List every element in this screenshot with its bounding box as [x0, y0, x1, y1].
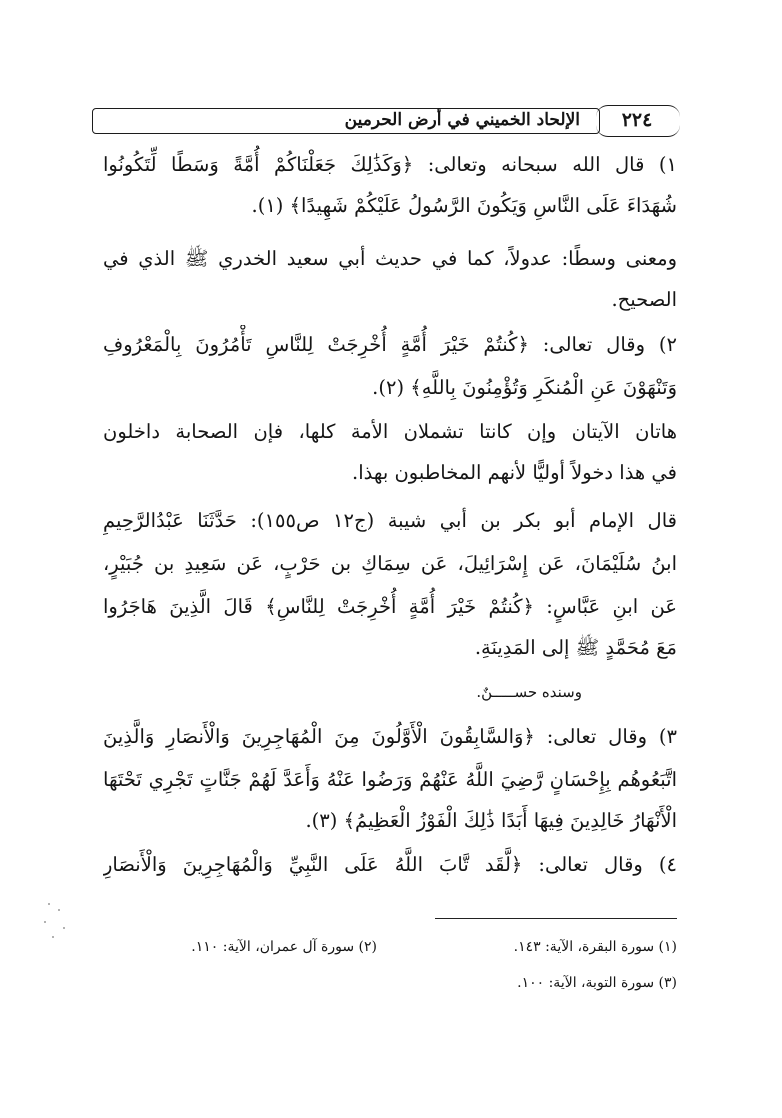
footnote-2: (٢) سورة آل عمران، الآية: ١١٠.: [191, 939, 377, 955]
footnote-1: (١) سورة البقرة، الآية: ١٤٣.: [513, 939, 677, 955]
header-title: الإلحاد الخميني في أرض الحرمين: [344, 110, 580, 130]
text-line: ١) قال الله سبحانه وتعالى: ﴿وَكَذَٰلِكَ جَعَلْنَاكُمْ أُمَّةً وَسَطًا لِّتَكُونُوا: [103, 153, 677, 176]
text-line: هاتان الآيتان وإن كانتا تشملان الأمة كلها، فإن الصحابة داخلون: [103, 420, 677, 443]
text-line: في هذا دخولاً أوليًّا لأنهم المخاطبون بهذا.: [352, 461, 677, 484]
scan-speck: [52, 936, 54, 938]
text-line: ٢) وقال تعالى: ﴿كُنتُمْ خَيْرَ أُمَّةٍ أُخْرِجَتْ لِلنَّاسِ تَأْمُرُونَ بِالْمَعْرُوفِ: [103, 333, 677, 356]
text-line: وَتَنْهَوْنَ عَنِ الْمُنكَرِ وَتُؤْمِنُونَ بِاللَّهِ﴾ (٢).: [372, 376, 677, 399]
running-header: [90, 105, 680, 137]
scan-speck: [63, 927, 65, 929]
footnote-separator: [435, 918, 677, 919]
text-line: الصحيح.: [611, 288, 677, 311]
text-line: قال الإمام أبو بكر بن أبي شيبة (ج١٢ ص١٥٥): حَدَّثَنَا عَبْدُالرَّحِيمِ: [103, 509, 677, 532]
text-line: الْأَنْهَارُ خَالِدِينَ فِيهَا أَبَدًا ذَٰلِكَ الْفَوْزُ الْعَظِيمُ﴾ (٣).: [305, 809, 677, 832]
scan-speck: [48, 903, 50, 905]
text-line: اتَّبَعُوهُم بِإِحْسَانٍ رَّضِيَ اللَّهُ عَنْهُمْ وَرَضُوا عَنْهُ وَأَعَدَّ لَهُمْ جَنَّاتٍ تَجْرِي تَحْتَهَا: [103, 768, 677, 791]
page-number: ٢٢٤: [621, 109, 653, 131]
footnote-3: (٣) سورة التوبة، الآية: ١٠٠.: [517, 975, 677, 991]
text-line: ومعنى وسطًا: عدولاً، كما في حديث أبي سعيد الخدري ﷺ الذي في: [103, 247, 677, 270]
text-line: عَن ابنِ عَبَّاسٍ: ﴿كُنتُمْ خَيْرَ أُمَّةٍ أُخْرِجَتْ لِلنَّاسِ﴾ قَالَ الَّذِينَ هَاجَرُوا: [103, 595, 677, 618]
scan-speck: [44, 921, 46, 923]
text-line: ٤) وقال تعالى: ﴿لَّقَد تَّابَ اللَّهُ عَلَى النَّبِيِّ وَالْمُهَاجِرِينَ وَالْأَنصَارِ: [103, 853, 677, 876]
scan-speck: [58, 909, 60, 911]
text-line: وسنده حســـــنٌ.: [476, 683, 582, 701]
text-line: مَعَ مُحَمَّدٍ ﷺ إلى المَدِينَةِ.: [474, 636, 677, 659]
text-line: شُهَدَاءَ عَلَى النَّاسِ وَيَكُونَ الرَّسُولُ عَلَيْكُمْ شَهِيدًا﴾ (١).: [251, 194, 677, 217]
text-line: ٣) وقال تعالى: ﴿وَالسَّابِقُونَ الْأَوَّلُونَ مِنَ الْمُهَاجِرِينَ وَالْأَنصَارِ وَالَّذِينَ: [103, 725, 677, 748]
text-line: ابنُ سُلَيْمَانَ، عَن إِسْرَائِيلَ، عَن سِمَاكِ بن حَرْبٍ، عَن سَعِيدِ بن جُبَيْرٍ،: [103, 552, 677, 575]
